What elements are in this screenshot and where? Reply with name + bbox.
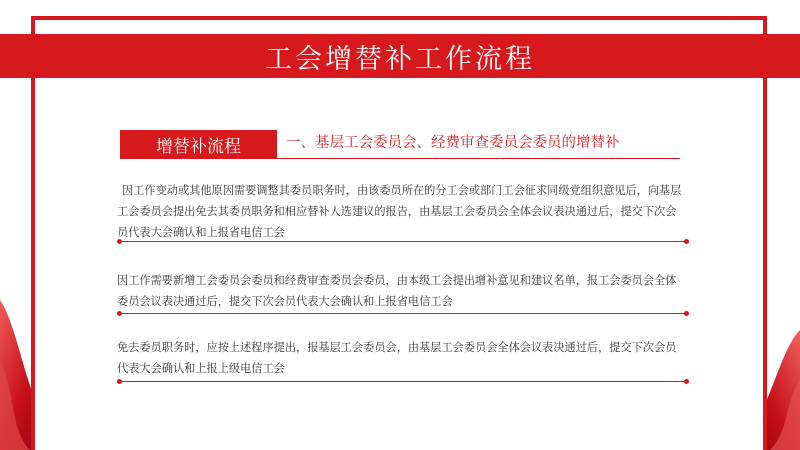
paragraph-divider (119, 381, 687, 382)
paragraph-divider (119, 241, 687, 242)
paragraph-divider (119, 313, 687, 314)
paragraph-replace-member: 因工作变动或其他原因需要调整其委员职务时，由该委员所在的分工会或部门工会征求同级党组织意见后，向基层工会委员会提出免去其委员职务和相应替补人选建议的报告，由基层工会委员会全体会议表决通过后，提交下次会员代表大会确认和上报省电信工会 (117, 184, 682, 239)
paragraph-add-member: 因工作需要新增工会委员会委员和经费审查委员会委员，由本级工会提出增补意见和建议名单，报工会委员会全体委员会议表决通过后，提交下次会员代表大会确认和上报省电信工会 (117, 274, 677, 308)
paragraph-remove-member: 免去委员职务时，应按上述程序提出，报基层工会委员会，由基层工会委员会全体会议表决通过后，提交下次会员代表大会确认和上报上级电信工会 (117, 341, 677, 375)
section-heading: 一、基层工会委员会、经费审查委员会委员的增替补 (286, 135, 620, 151)
page-title: 工会增替补工作流程 (265, 43, 535, 75)
section-tag: 增替补流程 (120, 130, 277, 158)
section-underline (120, 158, 680, 159)
